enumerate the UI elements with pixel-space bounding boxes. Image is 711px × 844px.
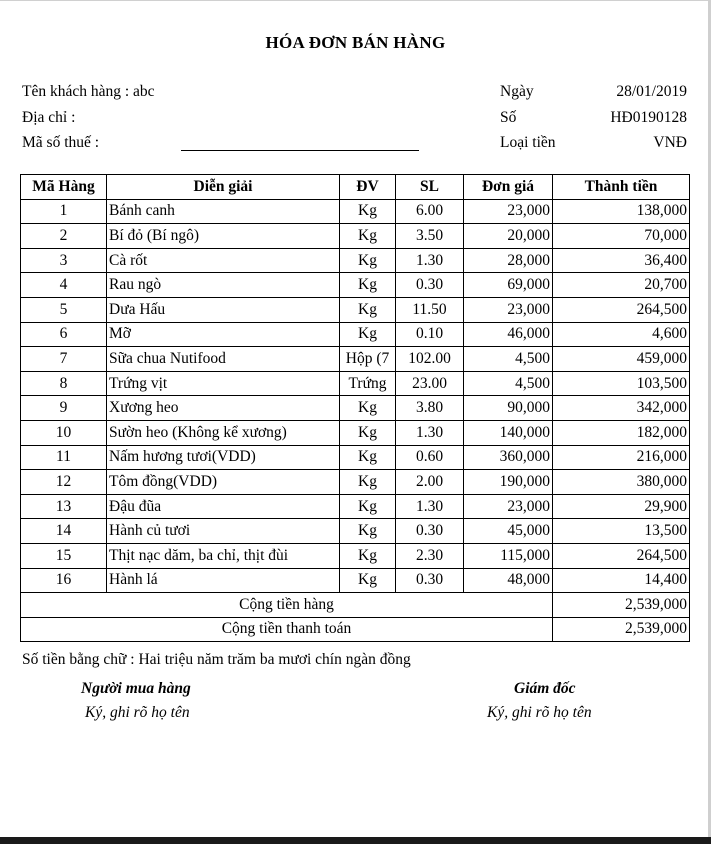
- cell-description: Dưa Hấu: [107, 297, 340, 322]
- cell-amount: 459,000: [553, 347, 690, 372]
- total-label: Cộng tiền thanh toán: [21, 617, 553, 642]
- cell-quantity: 102.00: [396, 347, 464, 372]
- cell-description: Bí đỏ (Bí ngô): [107, 224, 340, 249]
- address-label: Địa chỉ :: [22, 109, 76, 126]
- cell-unit-price: 28,000: [464, 248, 553, 273]
- cell-unit-price: 90,000: [464, 396, 553, 421]
- table-row: [21, 543, 690, 568]
- cell-unit: Trứng: [340, 371, 396, 396]
- cell-amount: 29,900: [553, 494, 690, 519]
- cell-amount: 103,500: [553, 371, 690, 396]
- cell-unit-price: 190,000: [464, 470, 553, 495]
- cell-amount: 70,000: [553, 224, 690, 249]
- cell-item-code: 6: [21, 322, 107, 347]
- table-row: [21, 371, 690, 396]
- cell-unit-price: 4,500: [464, 371, 553, 396]
- cell-quantity: 2.00: [396, 470, 464, 495]
- cell-unit-price: 48,000: [464, 568, 553, 593]
- invoice-number-value: HĐ0190128: [610, 109, 687, 126]
- cell-quantity: 6.00: [396, 199, 464, 224]
- cell-quantity: 0.10: [396, 322, 464, 347]
- cell-description: Nấm hương tươi(VDD): [107, 445, 340, 470]
- cell-unit-price: 46,000: [464, 322, 553, 347]
- cell-item-code: 7: [21, 347, 107, 372]
- cell-description: Xương heo: [107, 396, 340, 421]
- table-row: [21, 494, 690, 519]
- tax-code-label: Mã số thuế :: [22, 134, 100, 151]
- cell-quantity: 1.30: [396, 494, 464, 519]
- subtotal-value: 2,539,000: [553, 593, 690, 618]
- cell-unit: Kg: [340, 248, 396, 273]
- cell-unit-price: 4,500: [464, 347, 553, 372]
- table-row: [21, 568, 690, 593]
- cell-item-code: 9: [21, 396, 107, 421]
- cell-unit-price: 140,000: [464, 420, 553, 445]
- header-item-code: Mã Hàng: [21, 175, 107, 200]
- cell-unit-price: 360,000: [464, 445, 553, 470]
- cell-description: Thịt nạc dăm, ba chỉ, thịt đùi: [107, 543, 340, 568]
- customer-name: Tên khách hàng : abc: [22, 83, 155, 100]
- currency-label: Loại tiền: [500, 134, 556, 151]
- cell-amount: 342,000: [553, 396, 690, 421]
- cell-quantity: 1.30: [396, 420, 464, 445]
- table-body: [21, 199, 690, 593]
- total-row: [21, 617, 690, 642]
- cell-amount: 138,000: [553, 199, 690, 224]
- invoice-title: HÓA ĐƠN BÁN HÀNG: [265, 33, 446, 52]
- total-value: 2,539,000: [553, 617, 690, 642]
- cell-item-code: 4: [21, 273, 107, 298]
- cell-amount: 264,500: [553, 297, 690, 322]
- cell-item-code: 11: [21, 445, 107, 470]
- cell-unit-price: 45,000: [464, 519, 553, 544]
- director-signature-note: Ký, ghi rõ họ tên: [487, 704, 592, 721]
- cell-description: Hành lá: [107, 568, 340, 593]
- cell-quantity: 23.00: [396, 371, 464, 396]
- cell-description: Sữa chua Nutifood: [107, 347, 340, 372]
- cell-description: Mỡ: [107, 322, 340, 347]
- cell-quantity: 2.30: [396, 543, 464, 568]
- cell-description: Đậu đũa: [107, 494, 340, 519]
- cell-description: Tôm đồng(VDD): [107, 470, 340, 495]
- table-row: [21, 322, 690, 347]
- cell-unit: Kg: [340, 273, 396, 298]
- cell-quantity: 11.50: [396, 297, 464, 322]
- buyer-signature-note: Ký, ghi rõ họ tên: [85, 704, 190, 721]
- cell-description: Bánh canh: [107, 199, 340, 224]
- header-amount: Thành tiền: [553, 175, 690, 200]
- table-row: [21, 273, 690, 298]
- cell-item-code: 5: [21, 297, 107, 322]
- cell-unit: Kg: [340, 568, 396, 593]
- cell-unit: Kg: [340, 297, 396, 322]
- cell-quantity: 0.30: [396, 519, 464, 544]
- cell-description: Sườn heo (Không kể xương): [107, 420, 340, 445]
- table-row: [21, 224, 690, 249]
- cell-unit: Kg: [340, 543, 396, 568]
- table-row: [21, 347, 690, 372]
- cell-item-code: 1: [21, 199, 107, 224]
- cell-unit: Kg: [340, 199, 396, 224]
- cell-unit-price: 23,000: [464, 199, 553, 224]
- cell-item-code: 3: [21, 248, 107, 273]
- cell-unit-price: 69,000: [464, 273, 553, 298]
- director-signature-title: Giám đốc: [514, 680, 576, 697]
- cell-amount: 13,500: [553, 519, 690, 544]
- subtotal-row: [21, 593, 690, 618]
- cell-unit: Kg: [340, 224, 396, 249]
- date-value: 28/01/2019: [616, 83, 687, 100]
- tax-code-underline: [181, 150, 419, 151]
- window-bottom-bar: [0, 837, 711, 844]
- cell-quantity: 3.50: [396, 224, 464, 249]
- cell-unit: Kg: [340, 494, 396, 519]
- cell-unit: Kg: [340, 322, 396, 347]
- table-row: [21, 297, 690, 322]
- cell-description: Trứng vịt: [107, 371, 340, 396]
- header-description: Diễn giải: [107, 175, 340, 200]
- cell-unit: Kg: [340, 396, 396, 421]
- amount-in-words: Số tiền bằng chữ : Hai triệu năm trăm ba mươi chín ngàn đồng: [22, 651, 411, 668]
- cell-quantity: 0.60: [396, 445, 464, 470]
- table-row: [21, 396, 690, 421]
- cell-item-code: 2: [21, 224, 107, 249]
- cell-amount: 380,000: [553, 470, 690, 495]
- subtotal-label: Cộng tiền hàng: [21, 593, 553, 618]
- cell-unit-price: 115,000: [464, 543, 553, 568]
- cell-item-code: 14: [21, 519, 107, 544]
- cell-quantity: 0.30: [396, 273, 464, 298]
- cell-amount: 182,000: [553, 420, 690, 445]
- date-label: Ngày: [500, 83, 534, 100]
- cell-item-code: 15: [21, 543, 107, 568]
- currency-value: VNĐ: [653, 134, 687, 151]
- table-row: [21, 248, 690, 273]
- cell-quantity: 0.30: [396, 568, 464, 593]
- cell-amount: 20,700: [553, 273, 690, 298]
- cell-amount: 264,500: [553, 543, 690, 568]
- cell-item-code: 8: [21, 371, 107, 396]
- table-row: [21, 470, 690, 495]
- cell-item-code: 16: [21, 568, 107, 593]
- cell-item-code: 12: [21, 470, 107, 495]
- cell-item-code: 13: [21, 494, 107, 519]
- cell-unit: Kg: [340, 470, 396, 495]
- cell-quantity: 1.30: [396, 248, 464, 273]
- window-top-edge: [0, 0, 711, 1]
- header-unit-price: Đơn giá: [464, 175, 553, 200]
- table-row: [21, 420, 690, 445]
- table-row: [21, 199, 690, 224]
- cell-description: Rau ngò: [107, 273, 340, 298]
- buyer-signature-title: Người mua hàng: [81, 680, 191, 697]
- cell-quantity: 3.80: [396, 396, 464, 421]
- table-row: [21, 445, 690, 470]
- table-row: [21, 519, 690, 544]
- cell-unit-price: 23,000: [464, 494, 553, 519]
- header-unit: ĐV: [340, 175, 396, 200]
- cell-amount: 216,000: [553, 445, 690, 470]
- header-quantity: SL: [396, 175, 464, 200]
- cell-unit: Kg: [340, 519, 396, 544]
- cell-unit: Hộp (7: [340, 347, 396, 372]
- cell-amount: 36,400: [553, 248, 690, 273]
- cell-item-code: 10: [21, 420, 107, 445]
- cell-amount: 14,400: [553, 568, 690, 593]
- cell-unit: Kg: [340, 445, 396, 470]
- cell-description: Hành củ tươi: [107, 519, 340, 544]
- cell-unit-price: 23,000: [464, 297, 553, 322]
- items-table: [20, 174, 690, 642]
- cell-amount: 4,600: [553, 322, 690, 347]
- table-header-row: [21, 175, 690, 200]
- cell-description: Cà rốt: [107, 248, 340, 273]
- cell-unit: Kg: [340, 420, 396, 445]
- cell-unit-price: 20,000: [464, 224, 553, 249]
- invoice-number-label: Số: [500, 109, 517, 126]
